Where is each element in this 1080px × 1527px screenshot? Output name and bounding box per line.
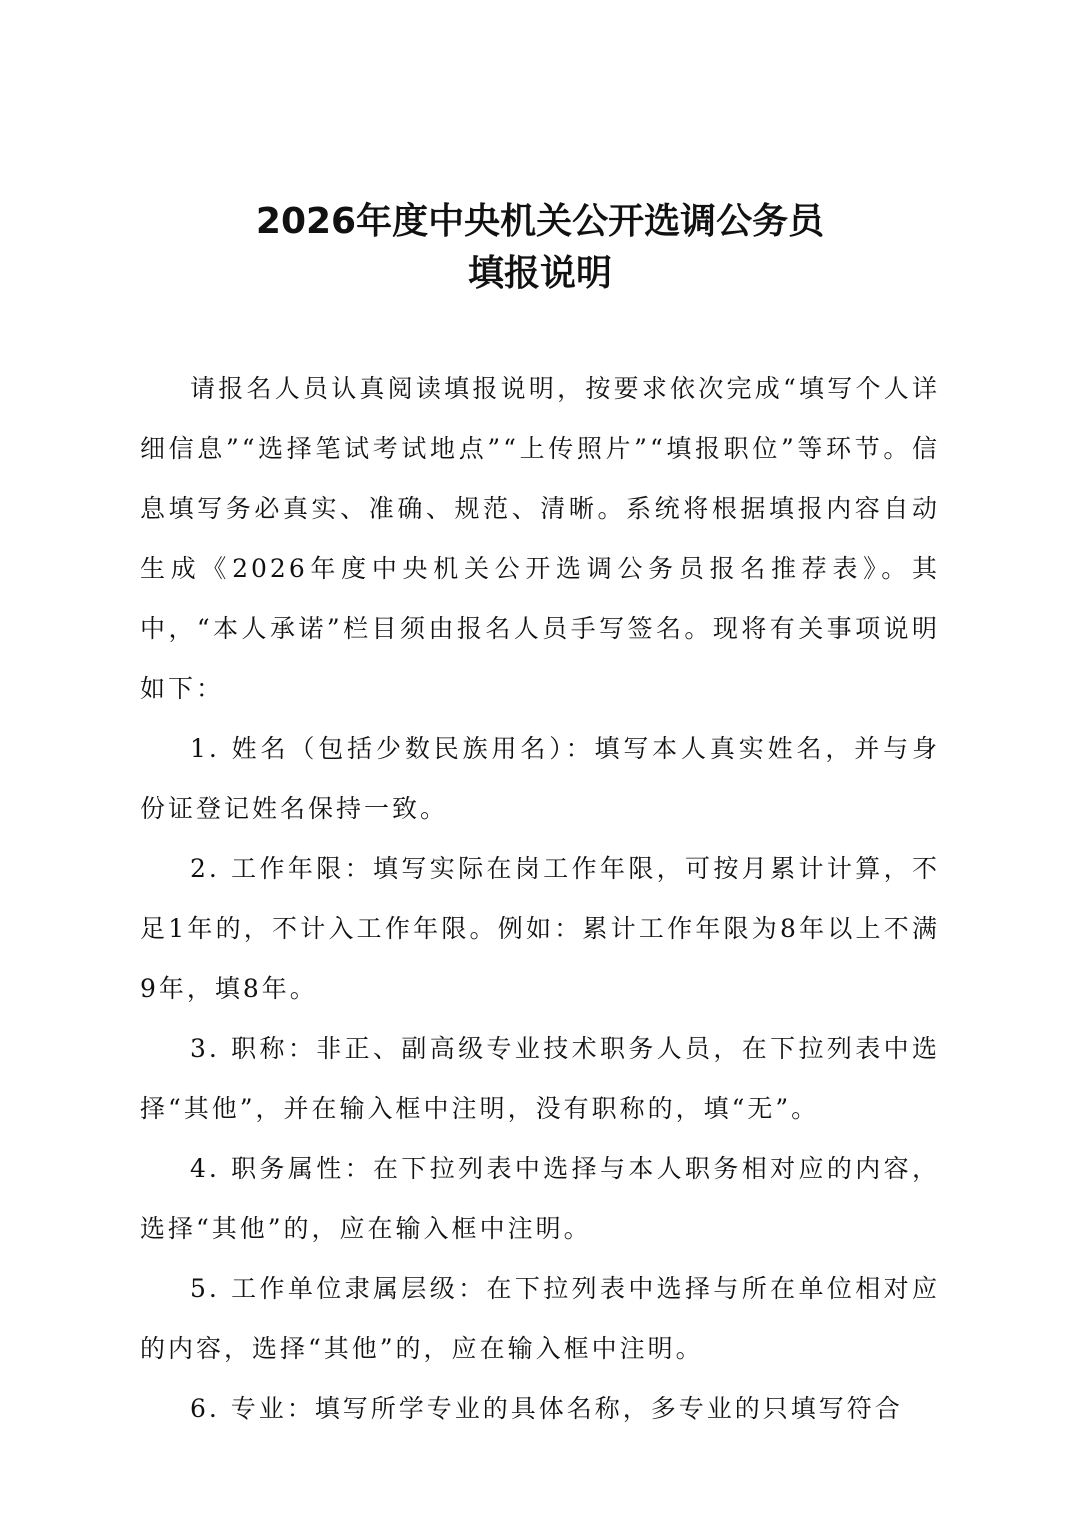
item-title-paragraph: 3. 职称：非正、副高级专业技术职务人员，在下拉列表中选择“其他”，并在输入框中注明，没有职称的，填“无”。 — [140, 1034, 940, 1123]
item-major-paragraph: 6. 专业：填写所学专业的具体名称，多专业的只填写符合 — [190, 1394, 903, 1423]
item-unit-level-paragraph: 5. 工作单位隶属层级：在下拉列表中选择与所在单位相对应的内容，选择“其他”的，应在输入框中注明。 — [140, 1274, 940, 1363]
item-name-paragraph: 1. 姓名（包括少数民族用名）：填写本人真实姓名，并与身份证登记姓名保持一致。 — [140, 734, 940, 823]
item-position-attribute-paragraph: 4. 职务属性：在下拉列表中选择与本人职务相对应的内容，选择“其他”的，应在输入框中注明。 — [140, 1154, 940, 1243]
document-title: 2026年度中央机关公开选调公务员 — [255, 201, 825, 242]
intro-paragraph: 请报名人员认真阅读填报说明，按要求依次完成“填写个人详细信息”“选择笔试考试地点”“上传照片”“填报职位”等环节。信息填写务必真实、准确、规范、清晰。系统将根据填报内容自动生成《2026年度中央机关公开选调公务员报名推荐表》。其中，“本人承诺”栏目须由报名人员手写签名。现将有关事项说明如下： — [140, 374, 940, 703]
document-body — [140, 359, 940, 1439]
document-subtitle: 填报说明 — [467, 253, 612, 294]
item-work-years-paragraph: 2. 工作年限：填写实际在岗工作年限，可按月累计计算，不足1年的，不计入工作年限。例如：累计工作年限为8年以上不满9年，填8年。 — [140, 854, 940, 1003]
